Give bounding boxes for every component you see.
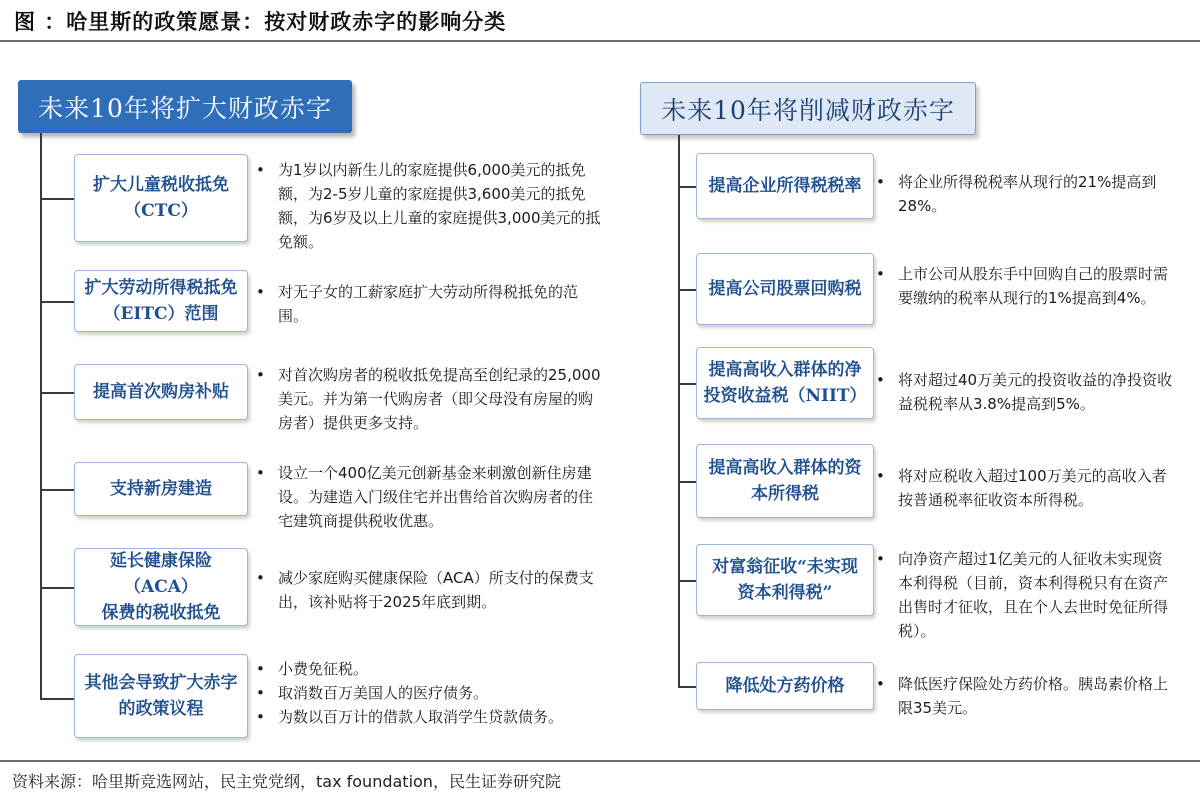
right-connector-4 bbox=[678, 580, 696, 582]
right-item-corporate-tax: 提高企业所得税税率 bbox=[696, 153, 874, 219]
desc-bullet: • 将对超过40万美元的投资收益的净投资收益税税率从3.8%提高到5%。 bbox=[876, 368, 1176, 416]
left-item-aca: 延长健康保险（ACA） 保费的税收抵免 bbox=[74, 548, 248, 626]
left-connector-0 bbox=[40, 198, 74, 200]
left-desc-eitc bbox=[256, 280, 604, 328]
bottom-divider bbox=[0, 760, 1200, 762]
desc-bullet: • 对首次购房者的税收抵免提高至创纪录的25,000美元。并为第一代购房者（即父母没有房屋的购房者）提供更多支持。 bbox=[256, 363, 604, 435]
left-desc-new-housing bbox=[256, 461, 604, 533]
right-desc-capital-gains bbox=[876, 464, 1176, 512]
desc-bullet: • 为1岁以内新生儿的家庭提供6,000美元的抵免额，为2-5岁儿童的家庭提供3,600美元的抵免额，为6岁及以上儿童的家庭提供3,000美元的抵免额。 bbox=[256, 158, 604, 254]
left-item-other: 其他会导致扩大赤字 的政策议程 bbox=[74, 654, 248, 738]
desc-bullet: • 减少家庭购买健康保险（ACA）所支付的保费支出，该补贴将于2025年底到期。 bbox=[256, 566, 604, 614]
left-desc-ctc bbox=[256, 158, 604, 254]
left-item-eitc: 扩大劳动所得税抵免 （EITC）范围 bbox=[74, 270, 248, 332]
left-connector-5 bbox=[40, 698, 74, 700]
right-desc-drug-prices bbox=[876, 672, 1176, 720]
left-desc-other bbox=[256, 657, 616, 729]
left-connector-1 bbox=[40, 301, 74, 303]
left-connector-3 bbox=[40, 489, 74, 491]
left-connector-4 bbox=[40, 587, 74, 589]
right-desc-unrealized-gains bbox=[876, 547, 1176, 643]
right-desc-buyback-tax bbox=[876, 262, 1176, 310]
right-item-unrealized-gains: 对富翁征收“未实现 资本利得税” bbox=[696, 544, 874, 616]
right-connector-5 bbox=[678, 686, 696, 688]
desc-bullet: • 向净资产超过1亿美元的人征收未实现资本利得税（目前，资本利得税只有在资产出售时才征收，且在个人去世时免征所得税）。 bbox=[876, 547, 1176, 643]
desc-bullet: • 将企业所得税税率从现行的21%提高到28%。 bbox=[876, 170, 1176, 218]
right-header: 未来10年将削减财政赤字 bbox=[640, 82, 976, 135]
desc-bullet: • 上市公司从股东手中回购自己的股票时需要缴纳的税率从现行的1%提高到4%。 bbox=[876, 262, 1176, 310]
figure-title: 图 ：哈里斯的政策愿景：按对财政赤字的影响分类 bbox=[14, 10, 507, 34]
top-divider bbox=[0, 40, 1200, 42]
right-connector-1 bbox=[678, 289, 696, 291]
right-connector-0 bbox=[678, 186, 696, 188]
desc-bullet: • 为数以百万计的借款人取消学生贷款债务。 bbox=[256, 705, 616, 729]
right-item-drug-prices: 降低处方药价格 bbox=[696, 662, 874, 710]
right-connector-3 bbox=[678, 481, 696, 483]
right-desc-niit bbox=[876, 368, 1176, 416]
left-item-first-home: 提高首次购房补贴 bbox=[74, 364, 248, 420]
left-connector-trunk bbox=[40, 133, 42, 700]
left-header: 未来10年将扩大财政赤字 bbox=[18, 80, 352, 133]
left-item-ctc: 扩大儿童税收抵免 （CTC） bbox=[74, 154, 248, 242]
source-note: 资料来源：哈里斯竞选网站，民主党党纲，tax foundation，民生证券研究院 bbox=[12, 772, 561, 791]
desc-bullet: • 将对应税收入超过100万美元的高收入者按普通税率征收资本所得税。 bbox=[876, 464, 1176, 512]
left-desc-first-home bbox=[256, 363, 604, 435]
right-desc-corporate-tax bbox=[876, 170, 1176, 218]
right-item-buyback-tax: 提高公司股票回购税 bbox=[696, 253, 874, 325]
right-connector-2 bbox=[678, 383, 696, 385]
desc-bullet: • 降低医疗保险处方药价格。胰岛素价格上限35美元。 bbox=[876, 672, 1176, 720]
left-item-new-housing: 支持新房建造 bbox=[74, 462, 248, 516]
desc-bullet: • 对无子女的工薪家庭扩大劳动所得税抵免的范围。 bbox=[256, 280, 604, 328]
left-desc-aca bbox=[256, 566, 604, 614]
desc-bullet: • 取消数百万美国人的医疗债务。 bbox=[256, 681, 616, 705]
right-connector-trunk bbox=[678, 135, 680, 688]
left-connector-2 bbox=[40, 392, 74, 394]
right-item-niit: 提高高收入群体的净 投资收益税（NIIT） bbox=[696, 347, 874, 419]
desc-bullet: • 小费免征税。 bbox=[256, 657, 616, 681]
desc-bullet: • 设立一个400亿美元创新基金来刺激创新住房建设。为建造入门级住宅并出售给首次购房者的住宅建筑商提供税收优惠。 bbox=[256, 461, 604, 533]
right-item-capital-gains: 提高高收入群体的资 本所得税 bbox=[696, 444, 874, 518]
